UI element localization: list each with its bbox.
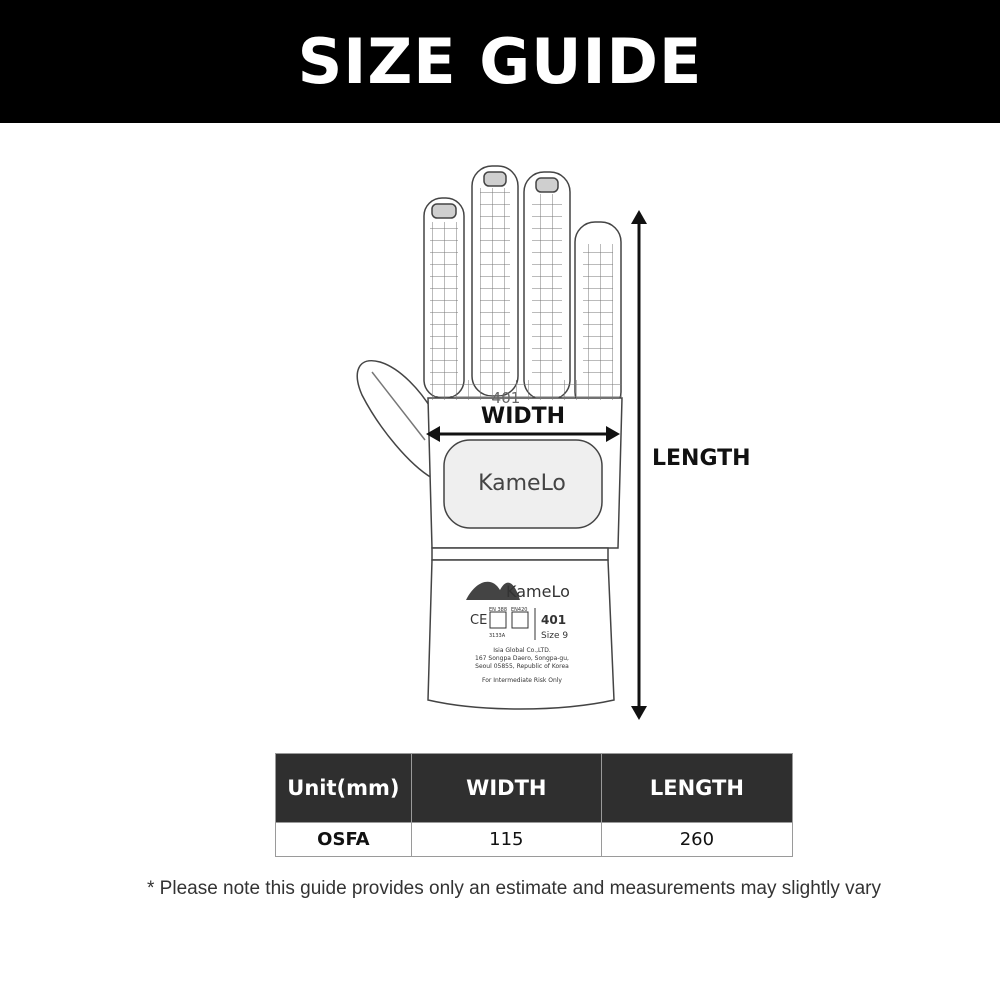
cell-length: 260 — [601, 823, 792, 857]
header-length: LENGTH — [601, 754, 792, 823]
header-unit: Unit(mm) — [276, 754, 412, 823]
disclaimer-note: * Please note this guide provides only an estimate and measurements may slightly vary — [147, 878, 881, 899]
cell-width: 115 — [411, 823, 601, 857]
table-row — [276, 823, 793, 857]
tag-address-1: 167 Songpa Daero, Songpa-gu, — [475, 655, 569, 662]
model-mark-text: 401 — [491, 389, 521, 407]
header-width: WIDTH — [411, 754, 601, 823]
tag-address-2: Seoul 05855, Republic of Korea — [475, 663, 569, 670]
tag-risk: For Intermediate Risk Only — [482, 677, 562, 684]
tag-company: Isia Global Co.,LTD. — [493, 647, 551, 654]
tag-model: 401 — [541, 613, 567, 627]
tag-standard-2: EN420 — [511, 607, 528, 613]
table-header-row — [276, 754, 793, 823]
size-table — [275, 753, 793, 857]
tag-standard-1-code: 3133A — [489, 633, 506, 639]
cell-size: OSFA — [276, 823, 412, 857]
tag-brand: KameLo — [506, 582, 570, 601]
length-arrow-bottom-icon — [631, 706, 647, 720]
tag-standard-1: EN 388 — [489, 607, 508, 613]
ce-mark-icon: CE — [470, 613, 488, 628]
glove-illustration — [0, 123, 1000, 743]
brand-pad-text: KameLo — [478, 471, 566, 496]
length-label: LENGTH — [652, 446, 751, 471]
tag-size: Size 9 — [541, 631, 569, 641]
header-bar — [0, 0, 1000, 123]
page-title: SIZE GUIDE — [297, 25, 703, 98]
length-arrow-top-icon — [631, 210, 647, 224]
width-label: WIDTH — [480, 404, 566, 429]
